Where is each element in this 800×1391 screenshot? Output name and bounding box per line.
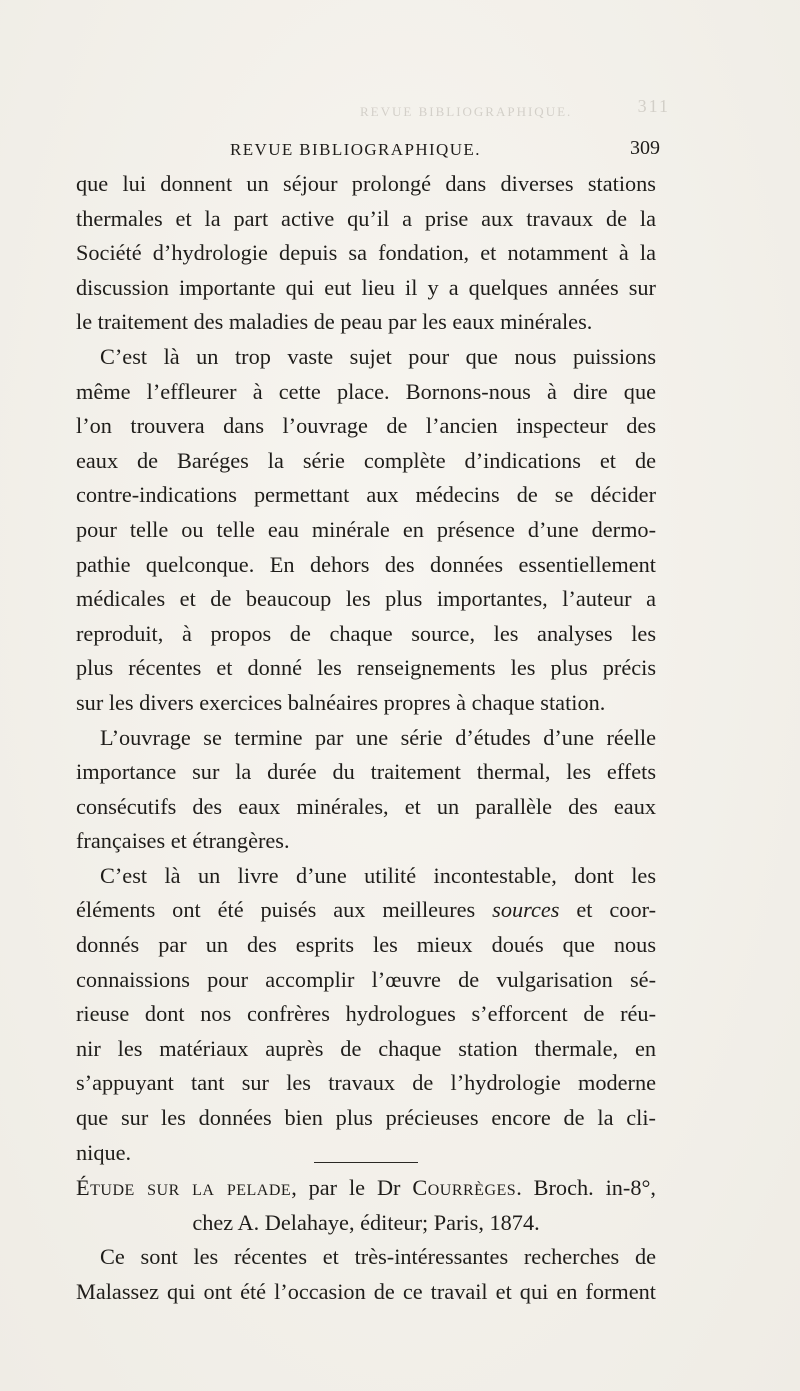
text-line: connaissions pour accomplir l’œuvre de vulgarisation sé-	[76, 966, 656, 992]
text-line: reproduit, à propos de chaque source, les analyses les	[76, 620, 656, 646]
text-line: eaux de Baréges la série complète d’indications et de	[76, 447, 656, 473]
text-line: l’on trouvera dans l’ouvrage de l’ancien inspecteur des	[76, 413, 656, 439]
text-line: Malassez qui ont été l’occasion de ce travail et qui en forment	[76, 1279, 656, 1304]
citation-text: . Broch. in-8°,	[516, 1175, 656, 1201]
italic-word: sources	[492, 897, 560, 923]
text-line: nir les matériaux auprès de chaque station thermale, en	[76, 1035, 656, 1061]
text-line: Ce sont les récentes et très-intéressantes recherches de	[100, 1244, 656, 1270]
citation-text: , par le Dr	[291, 1175, 413, 1201]
text-line: consécutifs des eaux minérales, et un parallèle des eaux	[76, 793, 656, 819]
section-divider	[314, 1162, 418, 1163]
text-line: L’ouvrage se termine par une série d’études d’une réelle	[100, 724, 656, 750]
text-line: françaises et étrangères.	[76, 828, 290, 854]
text-line: thermales et la part active qu’il a prise aux travaux de la	[76, 205, 656, 231]
text-line: Société d’hydrologie depuis sa fondation, et notamment à la	[76, 240, 656, 266]
text-line: importance sur la durée du traitement thermal, les effets	[76, 759, 656, 785]
text-run: et coor-	[559, 897, 656, 923]
running-header	[230, 137, 660, 163]
book-title: Étude sur la pelade	[76, 1175, 292, 1201]
body-text	[76, 167, 656, 1310]
text-line: pathie quelconque. En dehors des données essentiellement	[76, 551, 656, 577]
bleed-running-title: REVUE BIBLIOGRAPHIQUE.	[360, 104, 573, 119]
text-line: que lui donnent un séjour prolongé dans diverses stations	[76, 171, 656, 196]
author-name: Courrèges	[412, 1175, 517, 1201]
text-line: même l’effleurer à cette place. Bornons-nous à dire que	[76, 378, 656, 404]
running-title: REVUE BIBLIOGRAPHIQUE.	[230, 140, 481, 159]
book-citation-line	[76, 1171, 656, 1206]
text-line: donnés par un des esprits les mieux doués que nous	[76, 932, 656, 958]
text-line: s’appuyant tant sur les travaux de l’hydrologie moderne	[76, 1070, 656, 1096]
bleed-page-number: 311	[637, 96, 670, 116]
text-line: contre-indications permettant aux médecins de se décider	[76, 482, 656, 508]
text-line: C’est là un trop vaste sujet pour que nous puissions	[100, 343, 656, 369]
text-line: sur les divers exercices balnéaires propres à chaque station.	[76, 689, 606, 715]
text-run: éléments ont été puisés aux meilleures	[76, 897, 493, 923]
text-line: nique.	[76, 1139, 132, 1165]
text-line: C’est là un livre d’une utilité incontestable, dont les	[100, 862, 656, 888]
text-line: médicales et de beaucoup les plus importantes, l’auteur a	[76, 586, 656, 612]
page-number: 309	[630, 137, 660, 159]
text-line: le traitement des maladies de peau par les eaux minérales.	[76, 309, 593, 335]
text-line: rieuse dont nos confrères hydrologues s’efforcent de réu-	[76, 1001, 656, 1027]
publisher-line: chez A. Delahaye, éditeur; Paris, 1874.	[192, 1209, 540, 1235]
text-line: plus récentes et donné les renseignements les plus précis	[76, 655, 656, 681]
text-line	[76, 893, 656, 928]
bleed-through-text	[360, 96, 670, 136]
text-line: que sur les données bien plus précieuses encore de la cli-	[76, 1105, 656, 1131]
text-line: discussion importante qui eut lieu il y a quelques années sur	[76, 274, 656, 300]
text-line: pour telle ou telle eau minérale en présence d’une dermo-	[76, 516, 656, 542]
